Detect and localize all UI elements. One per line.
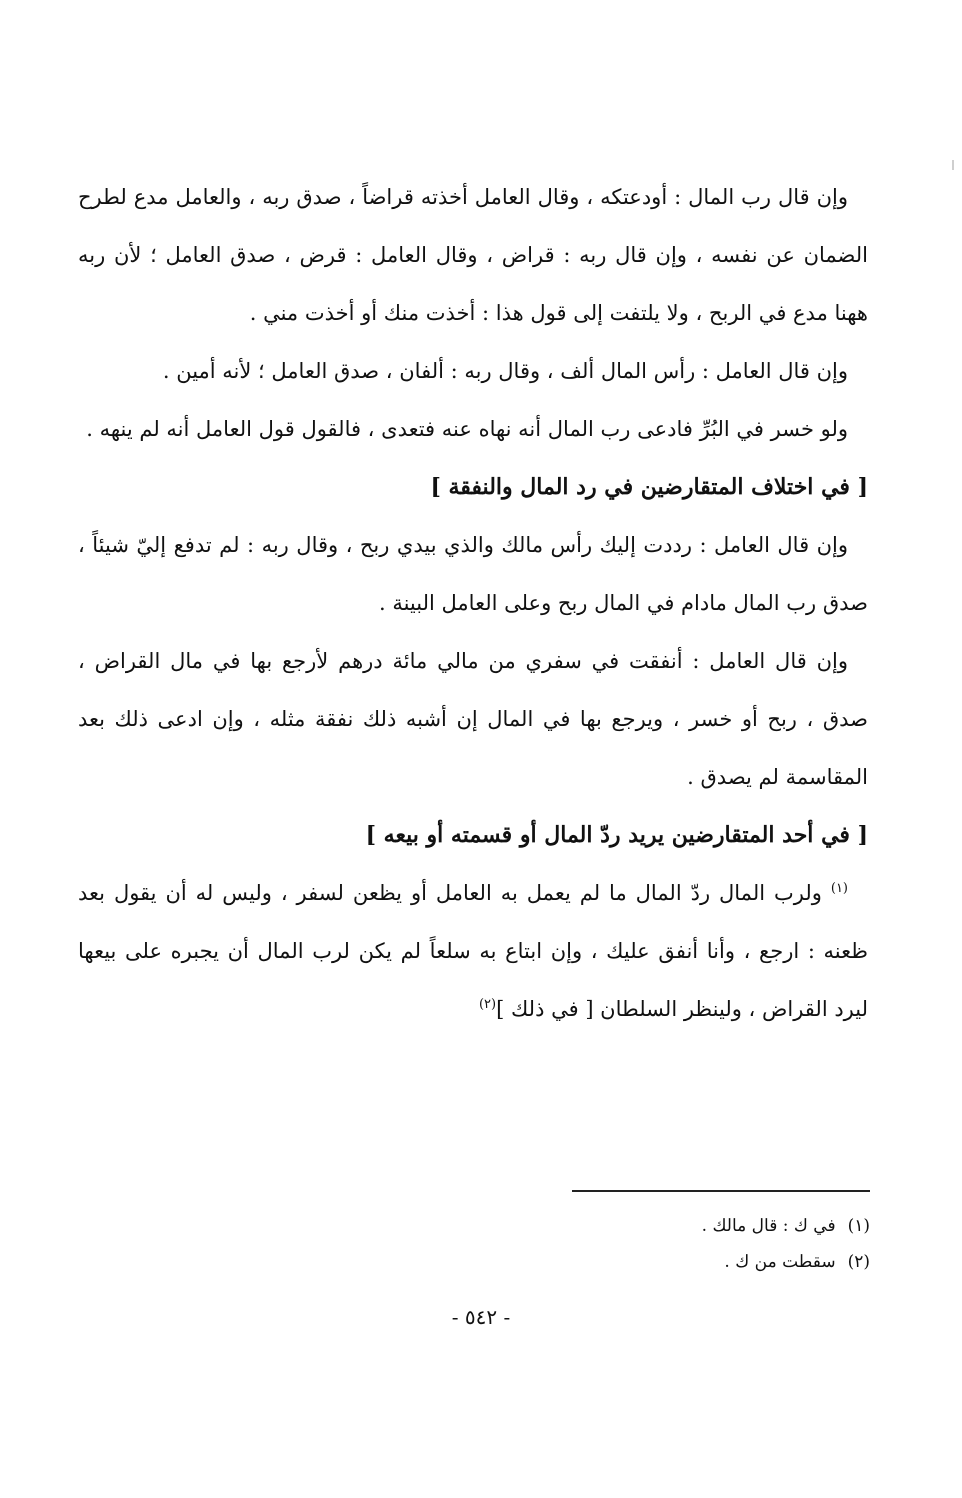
footnote-text: في ك : قال مالك . xyxy=(701,1216,836,1236)
paragraph: وإن قال العامل : أنفقت في سفري من مالي مائة درهم لأرجع بها في مال القراض ، صدق ، ربح أو خسر ، ويرجع بها في المال إن أشبه ذلك نفقة مثله ، وإن ادعى ذلك بعد المقاسمة لم يصدق . xyxy=(78,649,868,789)
scan-mark xyxy=(952,160,954,170)
paragraph: وإن قال العامل : رأس المال ألف ، وقال ربه : ألفان ، صدق العامل ؛ لأنه أمين . xyxy=(162,359,848,383)
footnote-number: (٢) xyxy=(847,1252,870,1272)
footnote-number: (١) xyxy=(847,1216,870,1236)
footnote-marker: (٢) xyxy=(478,997,497,1012)
footnote xyxy=(370,1208,870,1244)
footnote xyxy=(370,1244,870,1280)
section-heading: [ في أحد المتقارضين يريد ردّ المال أو قسمته أو بيعه ] xyxy=(365,822,868,848)
paragraph: ولو خسر في البُرِّ فادعى رب المال أنه نهاه عنه فتعدى ، فالقول قول العامل أنه لم ينهه . xyxy=(86,417,848,441)
page-number: - ٥٤٢ - xyxy=(451,1305,511,1329)
paragraph: وإن قال العامل : رددت إليك رأس مالك والذي بيدي ربح ، وقال ربه : لم تدفع إليّ شيئاً ، صدق رب المال مادام في المال ربح وعلى العامل البينة . xyxy=(78,533,868,615)
paragraph: وإن قال رب المال : أودعتكه ، وقال العامل أخذته قراضاً ، صدق ربه ، والعامل مدع لطرح الضمان عن نفسه ، وإن قال ربه : قراض ، وقال العامل : قرض ، صدق العامل ؛ لأن ربه ههنا مدع في الربح ، ولا يلتفت إلى قول هذا : أخذت منك أو أخذت مني . xyxy=(78,185,868,325)
footnote-text: سقطت من ك . xyxy=(724,1252,836,1272)
footnotes xyxy=(370,1208,870,1280)
footnote-marker: (١) xyxy=(830,881,848,896)
paragraph xyxy=(78,864,868,1038)
paragraph-text: ولرب المال ردّ المال ما لم يعمل به العامل أو يظعن لسفر ، وليس له أن يقول بعد ظعنه : ارجع ، وأنا أنفق عليك ، وإن ابتاع به سلعاً لم يكن لرب المال أن يجبره على بيعها ليرد القراض ، ولينظر السلطان [ في ذلك ] xyxy=(78,881,868,1021)
section-heading: [ في اختلاف المتقارضين في رد المال والنفقة ] xyxy=(430,474,868,500)
main-text xyxy=(78,168,868,1038)
footnote-separator xyxy=(572,1190,870,1192)
